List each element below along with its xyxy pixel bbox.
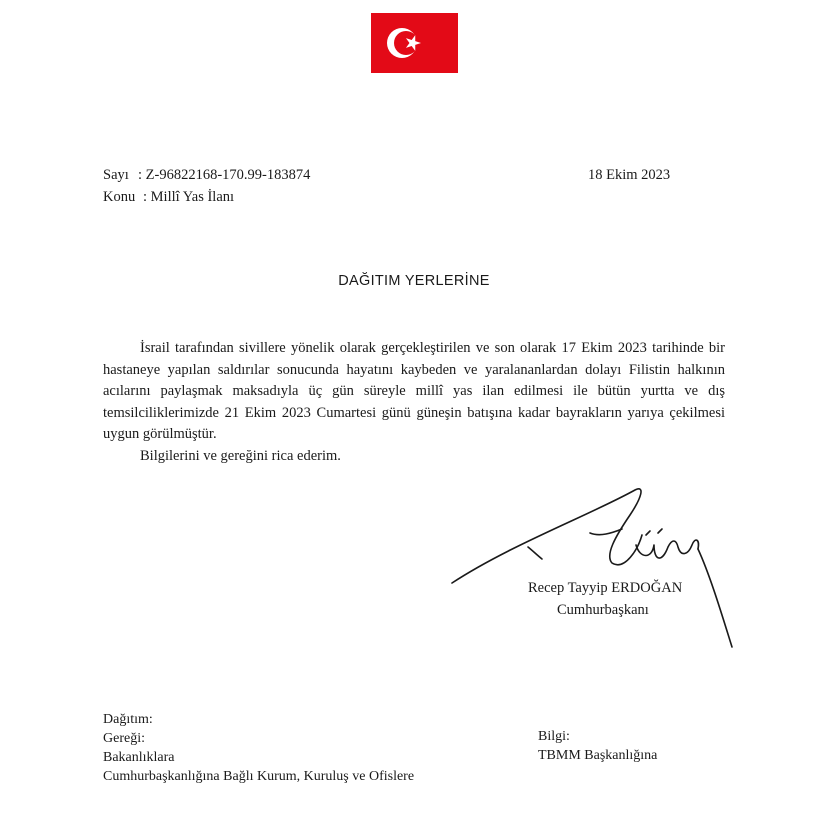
konu-row [103,186,310,208]
turkish-flag-icon [371,13,458,73]
document-date: 18 Ekim 2023 [588,167,671,183]
bilgi-label: Bilgi: [538,729,570,744]
distribution-label: Dağıtım: [103,712,153,727]
geregi-item: Bakanlıklara [103,750,175,765]
document-body [103,338,725,467]
geregi-item: Cumhurbaşkanlığına Bağlı Kurum, Kuruluş ve Ofislere [103,769,415,784]
signatory-title: Cumhurbaşkanı [557,602,649,618]
bilgi-item: TBMM Başkanlığına [538,748,658,763]
document-title: DAĞITIM YERLERİNE [338,273,490,289]
signatory-name: Recep Tayyip ERDOĞAN [528,580,683,596]
geregi-label: Gereği: [103,731,145,746]
document-header-left [103,164,310,208]
handwritten-signature [440,475,740,660]
konu-label: Konu [103,189,136,205]
sayi-value: : Z-96822168-170.99-183874 [138,167,311,183]
distribution-block [103,710,414,786]
body-paragraph-1: İsrail tarafından sivillere yönelik olarak gerçekleştirilen ve son olarak 17 Ekim 2023 tarihinde bir hastaneye yapılan saldırılar sonucunda hayatını kaybeden ve yaralananlardan dolayı Filistin halkının acılarını paylaşmak maksadıyla üç gün süreyle millî yas ilan edilmesi ile bütün yurtta ve dış temsilciliklerimizde 21 Ekim 2023 Cumartesi günü güneşin batışına kadar bayrakların yarıya çekilmesi uygun görülmüştür. [103,340,725,442]
body-paragraph-2: Bilgilerini ve gereğini rica ederim. [140,447,341,464]
sayi-row [103,164,310,186]
konu-value: : Millî Yas İlanı [143,189,235,205]
sayi-label: Sayı [103,167,129,183]
bilgi-block [538,727,657,765]
